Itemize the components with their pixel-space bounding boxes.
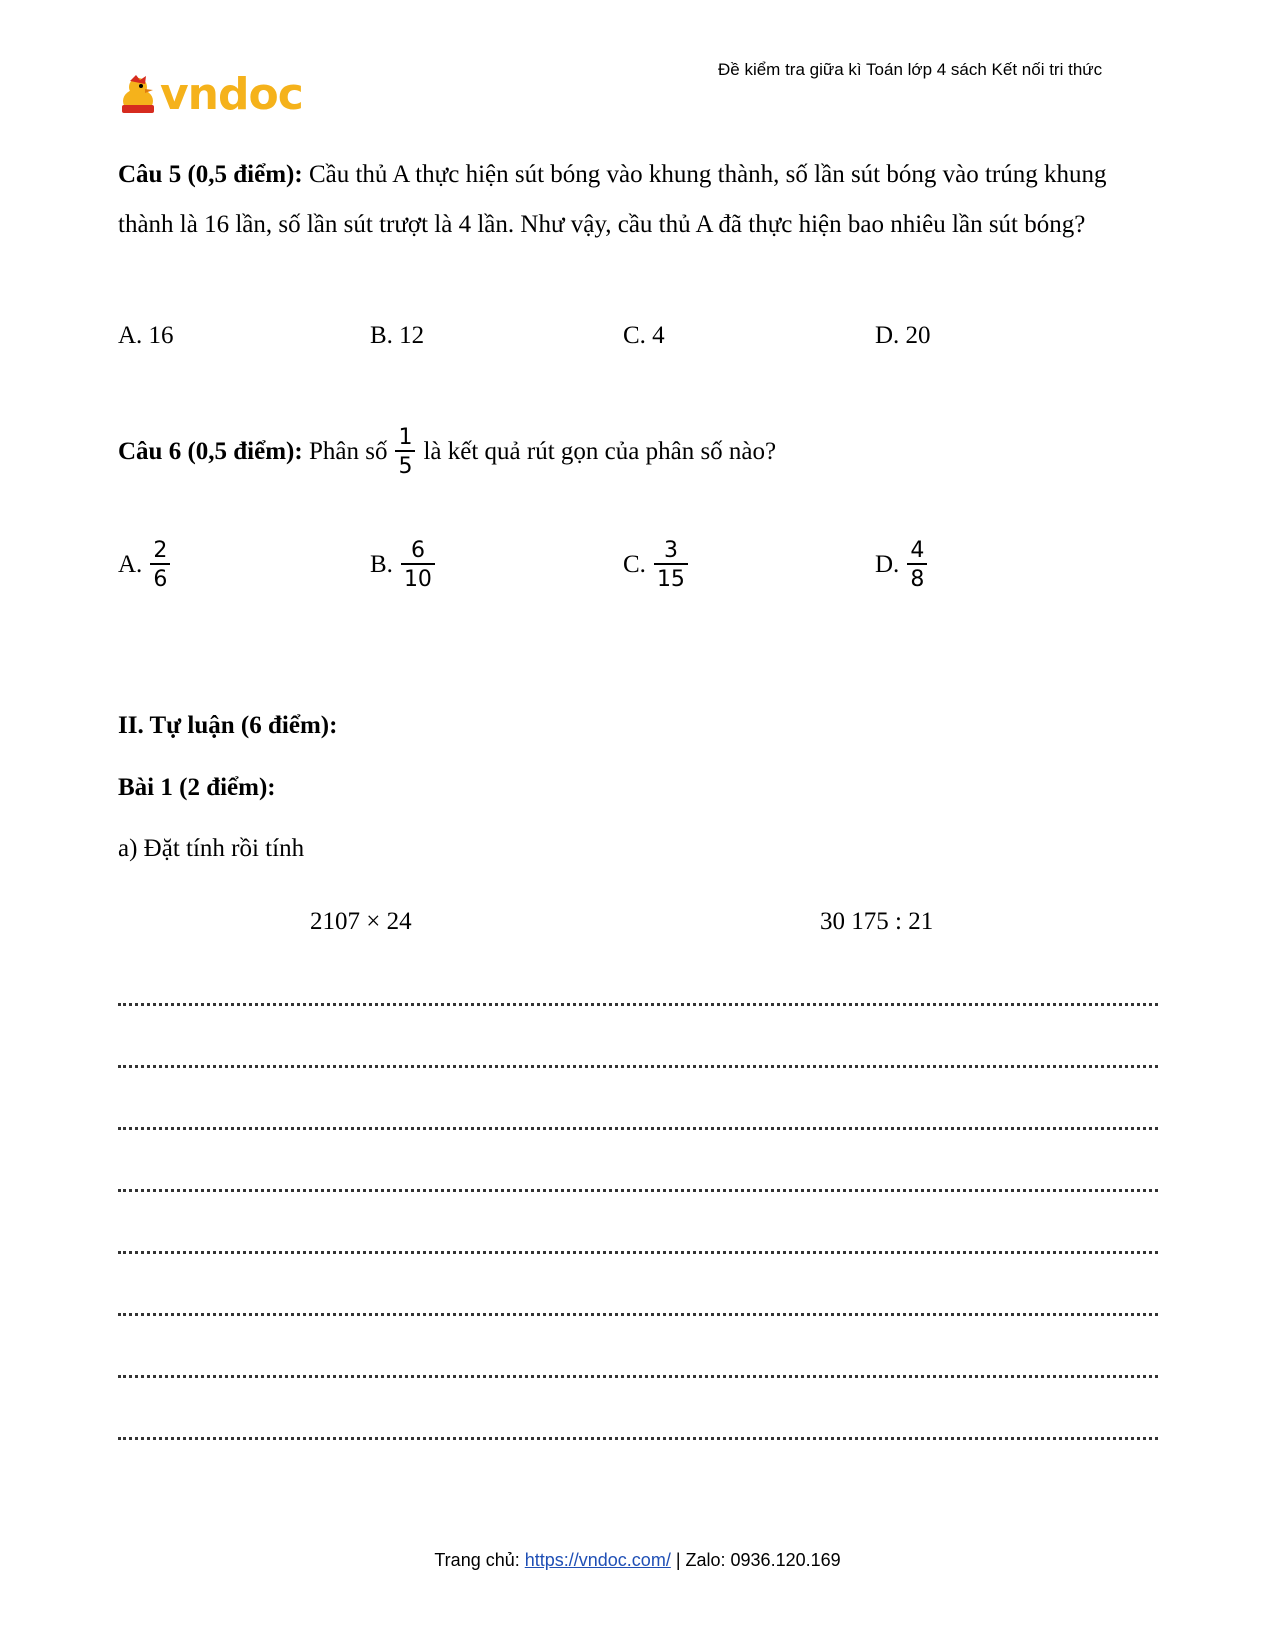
question-6 (118, 425, 776, 480)
option-fraction (654, 538, 688, 593)
option-fraction (150, 538, 170, 593)
option-letter: A. (118, 551, 143, 579)
section-2-title: II. Tự luận (6 điểm): (118, 712, 338, 739)
logo-text: vndoc (160, 69, 303, 120)
option-letter: C. (623, 551, 646, 579)
question-6-label: Câu 6 (0,5 điểm): (118, 438, 303, 466)
q6-option-c (623, 538, 688, 593)
answer-line (118, 1303, 1158, 1316)
question-5-label: Câu 5 (0,5 điểm): (118, 161, 303, 188)
fraction-denominator: 8 (907, 563, 927, 592)
q5-option-b: B. 12 (370, 322, 425, 349)
fraction-denominator: 5 (395, 450, 415, 479)
q5-option-c: C. 4 (623, 322, 665, 349)
answer-line (118, 1179, 1158, 1192)
question-6-text-after: là kết quả rút gọn của phân số nào? (423, 438, 777, 466)
part-a-text: a) Đặt tính rồi tính (118, 835, 305, 862)
header-title: Đề kiểm tra giữa kì Toán lớp 4 sách Kết nối tri thức (718, 60, 1103, 79)
footer-prefix: Trang chủ: (434, 1550, 525, 1570)
fraction-numerator: 2 (153, 538, 168, 563)
q6-option-b (370, 538, 435, 593)
question-6-text-before: Phân số (302, 438, 388, 466)
answer-line (118, 1117, 1158, 1130)
fraction-numerator: 3 (663, 538, 678, 563)
fraction-numerator: 1 (398, 425, 413, 450)
answer-line (118, 1427, 1158, 1440)
q5-option-d: D. 20 (875, 322, 931, 349)
footer-homepage-link[interactable]: https://vndoc.com/ (524, 1550, 671, 1570)
q6-option-a (118, 538, 170, 593)
option-letter: D. (875, 551, 900, 579)
question-5-text: Cầu thủ A thực hiện sút bóng vào khung thành, số lần sút bóng vào trúng khung thành là 16 lần, số lần sút trượt là 4 lần. Như vậy, cầu thủ A đã thực hiện bao nhiêu lần sút bóng? (118, 161, 1107, 238)
answer-line (118, 1055, 1158, 1068)
mascot-icon (118, 73, 160, 117)
option-fraction (907, 538, 927, 593)
footer (0, 1550, 1275, 1571)
fraction-denominator: 10 (401, 563, 435, 592)
answer-line (118, 1241, 1158, 1254)
q5-option-a: A. 16 (118, 322, 174, 349)
bai-1-title: Bài 1 (2 điểm): (118, 774, 276, 801)
fraction-numerator: 6 (410, 538, 425, 563)
q6-option-d (875, 538, 927, 593)
question-6-fraction (395, 425, 415, 480)
calc-multiplication: 2107 × 24 (310, 908, 412, 935)
question-5 (118, 150, 1158, 250)
answer-line (118, 1365, 1158, 1378)
calc-division: 30 175 : 21 (820, 908, 934, 935)
fraction-denominator: 6 (150, 563, 170, 592)
answer-line (118, 993, 1158, 1006)
option-fraction (401, 538, 435, 593)
option-letter: B. (370, 551, 393, 579)
fraction-numerator: 4 (910, 538, 925, 563)
fraction-denominator: 15 (654, 563, 688, 592)
footer-suffix: | Zalo: 0936.120.169 (670, 1550, 841, 1570)
vndoc-logo[interactable] (118, 70, 303, 120)
